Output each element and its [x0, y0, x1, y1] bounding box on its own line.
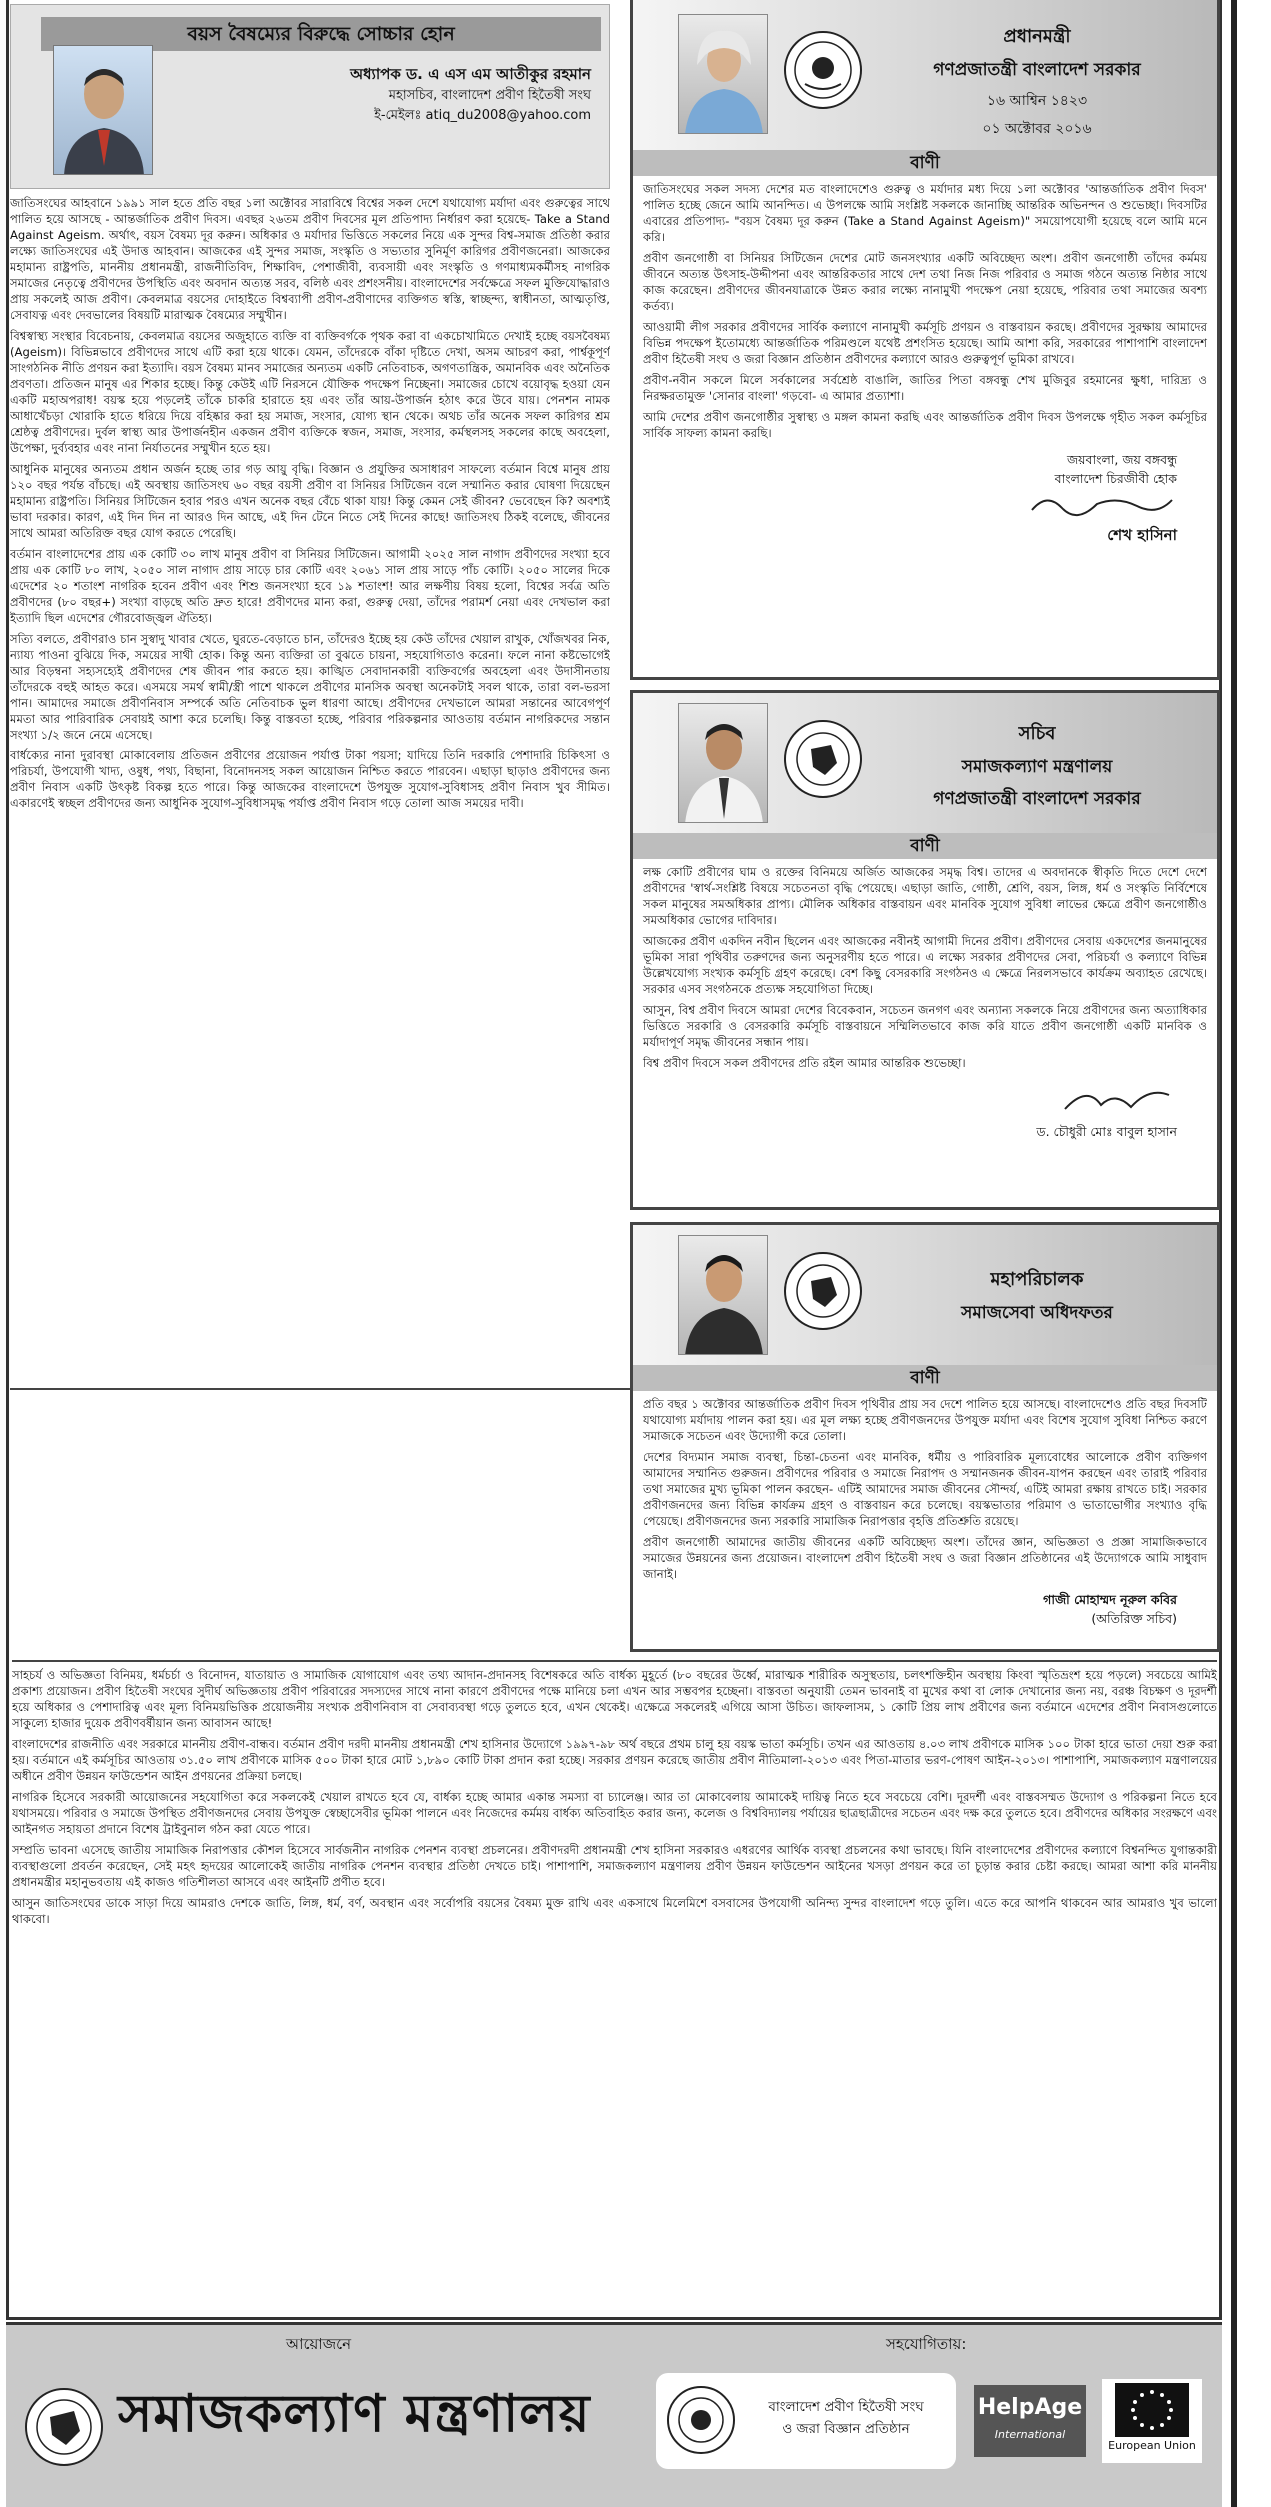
bottom-paragraph: বাংলাদেশের রাজনীতি এবং সরকারে মাননীয় প্রবীণ-বান্ধব। বর্তমান প্রবীণ দরদী মাননীয় প্রধানমন্ত্রী শেখ হাসিনার উদ্যোগে ১৯৯৭-৯৮ অর্থ বছরে প্রথম চালু হয় বয়স্ক ভাতা কর্মসূচি। তখন এর আওতায় ৪.০৩ লাখ প্রবীণকে মাসিক ১০০ টাকা হারে ভাতা দেয়া শুরু করা হয়। বর্তমানে এই কর্মসূচির আওতায় ৩১.৫০ লাখ প্রবীণকে মাসিক ৫০০ টাকা হারে মোট ১,৮৯০ কোটি টাকা প্রদান করা হচ্ছে। সরকার প্রণয়ন করেছে জাতীয় প্রবীণ নীতিমালা-২০১৩ এবং পিতা-মাতার ভরণ-পোষণ আইন-২০১৩। পাশাপাশি, সমাজকল্যাণ মন্ত্রণালয়ের অধীনে প্রবীণ উন্নয়ন ফাউন্ডেশন আইন প্রণয়নের প্রক্রিয়া চলছে।	[12, 1736, 1217, 1783]
dg-titles	[887, 1265, 1187, 1328]
pm-photo	[678, 14, 768, 134]
secretary-header	[633, 693, 1217, 833]
footer	[6, 2322, 1222, 2507]
helpage-name: HelpAge	[977, 2395, 1083, 2420]
pm-slogan: জয়বাংলা, জয় বঙ্গবন্ধু	[1066, 451, 1177, 467]
secretary-titles	[887, 719, 1187, 814]
bottom-paragraph: আসুন জাতিসংঘের ডাকে সাড়া দিয়ে আমরাও দেশকে জাতি, লিঙ্গ, ধর্ম, বর্ণ, অবস্থান এবং সর্বোপরি বয়সের বৈষম্য মুক্ত রাখি এবং একসাথে মিলেমিশে বসবাসের উপযোগী অনিন্দ্য সুন্দর বাংলাদেশ গড়ে তুলি। এতে করে আপনি থাকবেন আর আমরাও খুব ভালো থাকবো।	[12, 1895, 1217, 1926]
dg-bani-heading: বাণী	[633, 1365, 1217, 1391]
dg-paragraph: দেশের বিদ্যমান সমাজ ব্যবস্থা, চিন্তা-চেতনা এবং মানবিক, ধর্মীয় ও পারিবারিক মূল্যবোধের আলোকে প্রবীণ ব্যক্তিগণ আমাদের সম্মানিত গুরুজন। প্রবীণদের পরিবার ও সমাজে নিরাপদ ও সম্মানজনক জীবন-যাপন করছেন এবং তারাই পরিবার তথা সমাজের মুখ্য ভূমিকা পালন করছেন- এটিই আমাদের সমাজ জীবনের সৌন্দর্য, এটিই আমরা রক্ষায় রাখতে চাই। সরকার প্রবীণজনদের জন্য বিভিন্ন কার্যক্রম গ্রহণ ও বাস্তবায়ন করে চলেছে। বয়স্কভাতার পরিমাণ ও ভাতাভোগীর সংখ্যাও বৃদ্ধি পেয়েছে। প্রবীণজনদের জন্য সরকারি সামাজিক নিরাপত্তার বৃহত্তি প্রতিশ্রুতি রয়েছে।	[643, 1449, 1207, 1528]
secretary-paragraph: আসুন, বিশ্ব প্রবীণ দিবসে আমরা দেশের বিবেকবান, সচেতন জনগণ এবং অন্যান্য সকলকে নিয়ে প্রবীণদের জন্য অত্যাধিকার ভিত্তিতে সরকারি ও বেসরকারি কর্মসূচি বাস্তবায়নে সম্মিলিতভাবে কাজ করি যাতে প্রবীণ জনগোষ্ঠী একটি মানবিক ও মর্যাদাপূর্ণ সমৃদ্ধ জীবনের সন্ধান পায়।	[643, 1002, 1207, 1049]
pm-paragraph: আওয়ামী লীগ সরকার প্রবীণদের সার্বিক কল্যাণে নানামুখী কর্মসূচি প্রণয়ন ও বাস্তবায়ন করছে। প্রবীণদের সুরক্ষায় আমাদের বিভিন্ন পদক্ষেপ ইতোমধ্যে আন্তর্জাতিক পরিমণ্ডলে যথেষ্ট প্রশংসিত হয়েছে। আমি আশা করি, সরকারের পাশাপাশি বাংলাদেশ প্রবীণ হিতৈষী সংঘ ও জরা বিজ্ঞান প্রতিষ্ঠান প্রবীণদের কল্যাণে আরও গুরুত্বপূর্ণ ভূমিকা রাখবে।	[643, 319, 1207, 366]
dg-paragraph: প্রতি বছর ১ অক্টোবর আন্তর্জাতিক প্রবীণ দিবস পৃথিবীর প্রায় সব দেশে পালিত হয়ে আসছে। বাংলাদেশেও প্রতি বছর দিবসটি যথাযোগ্য মর্যাদায় পালন করা হয়। এর মূল লক্ষ্য হচ্ছে প্রবীণজনদের উপযুক্ত মর্যাদা এবং বিশেষ সুযোগ সুবিধা নিশ্চিত করণে সমাজকে সচেতন এবং উদ্যোগী করে তোলা।	[643, 1397, 1207, 1443]
dg-signoff	[633, 1591, 1217, 1629]
secretary-body	[633, 859, 1217, 1081]
pm-paragraph: আমি দেশের প্রবীণ জনগোষ্ঠীর সুস্বাস্থ্য ও মঙ্গল কামনা করছি এবং আন্তর্জাতিক প্রবীণ দিবস উপলক্ষে গৃহীত সকল কর্মসূচির সার্বিক সাফল্য কামনা করছি।	[643, 409, 1207, 440]
secretary-signoff	[633, 1081, 1217, 1142]
secretary-bani-heading: বাণী	[633, 833, 1217, 859]
pm-titles	[887, 22, 1187, 141]
page-edge	[1231, 0, 1271, 2507]
secretary-ministry: সমাজকল্যাণ মন্ত্রণালয়	[961, 757, 1113, 777]
author-designation: মহাসচিব, বাংলাদেশ প্রবীণ হিতৈষী সংঘ	[388, 88, 591, 104]
eu-logo	[1102, 2379, 1202, 2463]
sponsor-seal-icon	[666, 2385, 736, 2455]
author-info	[171, 63, 591, 127]
pm-paragraph: প্রবীণ জনগোষ্ঠী বা সিনিয়র সিটিজেন দেশের মোট জনসংখ্যার একটি অবিচ্ছেদ্য অংশ। প্রবীণ জনগোষ্ঠী তাঁদের কর্মময় জীবনে অত্যন্ত উৎসাহ-উদ্দীপনা এবং আন্তরিকতার সাথে দেশ তথা নিজ নিজ পরিবার ও সমাজ গঠনে অত্যন্ত নিষ্ঠার সাথে কাজ করেছেন। প্রবীণদের জীবনযাত্রাকে উন্নত করার লক্ষ্যে নানামুখী পদক্ষেপ নেয়া হয়েছে, পরিবার তথা সমাজের অবশ্য কর্তব্য।	[643, 250, 1207, 313]
article-header	[10, 4, 610, 189]
eu-flag-icon	[1115, 2383, 1189, 2437]
pm-date-english: ০১ অক্টোবর ২০১৬	[982, 121, 1092, 137]
pm-header	[633, 0, 1217, 150]
dg-title: মহাপরিচালক	[990, 1269, 1084, 1290]
article-paragraph: জাতিসংঘের আহবানে ১৯৯১ সাল হতে প্রতি বছর ১লা অক্টোবর সারাবিশ্বে বিশ্বের সকল দেশে যথাযোগ্য মর্যাদা এবং গুরুত্বের সাথে পালিত হয়ে আসছে - আন্তর্জাতিক প্রবীণ দিবস। এবছর ২৬তম প্রবীণ দিবসের মূল প্রতিপাদ্য নির্ধারণ করা হয়েছে- Take a Stand Against Ageism. অর্থাৎ, বয়স বৈষম্য দূর করুন। অধিকার ও মর্যাদার ভিত্তিতে সকলের নিয়ে এক সুন্দর বিশ্ব-সমাজ প্রতিষ্ঠা করার লক্ষ্যে জাতিসংঘের এই উদাত্ত আহবান। আজকের এই সুন্দর সমাজ, সংস্কৃতি ও সভ্যতার সুনির্মূণ কারিগর প্রবীণজনেরা। আজকের মহামান্য রাষ্ট্রপতি, মাননীয় প্রধানমন্ত্রী, রাজনীতিবিদ, শিক্ষাবিদ, পেশাজীবী, ব্যবসায়ী এবং সংস্কৃতি ও গণমাধ্যমকর্মীসহ নাগরিক সমাজের নেতৃত্বে প্রবীণদের উপস্থিতি এবং অবদান অত্যন্ত সরব, বলিষ্ঠ এবং প্রশংসনীয়। বাংলাদেশের সর্বক্ষেত্রে সফল মুক্তিযোদ্ধারাও প্রায় সকলেই আজ প্রবীণ। কেবলমাত্র বয়সের দোহাইতে বিশ্বব্যাপী প্রবীণ-প্রবীণাদের ব্যক্তিগত স্বস্তি, স্বাচ্ছন্দ্য, স্বাধীনতা, আত্মতৃপ্তি, সেবাযত্ন এবং দেবভালের বিষয়টি মারাত্মক বৈষম্যের সম্মুখীন।	[10, 196, 610, 322]
ministry-logo-icon	[24, 2387, 104, 2467]
sponsor-text	[746, 2397, 946, 2440]
organizer-name: সমাজকল্যাণ মন্ত্রণালয়	[118, 2384, 591, 2444]
secretary-paragraph: লক্ষ কোটি প্রবীণের ঘাম ও রক্তের বিনিময়ে অর্জিত আজকের সমৃদ্ধ বিশ্ব। তাদের এ অবদানকে স্বীকৃতি দিতে দেশে দেশে প্রবীণদের 'স্বার্থ-সংশ্লিষ্ট বিষয়ে সচেতনতা বৃদ্ধি পেয়েছে। এছাড়া জাতি, গোষ্ঠী, শ্রেণি, বয়স, লিঙ্গ, ধর্ম ও সংস্কৃতি নির্বিশেষে সকল মানুষের সমঅধিকার প্রাপ্য। মৌলিক অধিকার বাস্তবায়ন এবং মানবিক সুযোগ সুবিধা লাভের ক্ষেত্রে প্রবীণ জনগোষ্ঠীও সমঅধিকার ভোগের দাবিদার।	[643, 865, 1207, 927]
article-paragraph: সত্যি বলতে, প্রবীণরাও চান সুস্বাদু খাবার খেতে, ঘুরতে-বেড়াতে চান, তাঁদেরও ইচ্ছে হয় কেউ তাঁদের খেয়াল রাখুক, খোঁজখবর নিক, ন্যায্য পাওনা বুঝিয়ে দিক, সময়ের সাথী হোক। কিন্তু অন্য ব্যক্তিরা তা বুঝতে চায়না, সহযোগিতাও করেনা। ফলে নানা কষ্টভোগেই আর বিড়ম্বনা সহ্যসহ্যেই প্রবীণদের শেষ জীবন পার করতে হয়। কাঙ্খিত সেবাদানকারী ব্যক্তিবর্গের অবহেলা এবং উদাসীনতায় তাঁদেরকে বহুই আহত করে। এসময়ে সমর্থ স্বামী/স্ত্রী পাশে থাকলে প্রবীণের মানসিক অবস্থা অনেকটাই সবল থাকে, তারা বল-ভরসা পান। আমাদের সমাজে প্রবীণনিবাস সম্পর্কে অতি নেতিবাচক ভুল ধারণা আছে। প্রবীণদের দেখভালে আমরা সন্তানের আবেগপূর্ণ মমতা আর পারিবারিক সেবায়ই আশা করে চলেছি। কিন্তু বাস্তবতা হচ্ছে, পরিবার পরিকল্পনার আওতায় বর্তমান নাগরিকদের সন্তান সংখ্যা ১/২ জনে নেমে এসেছে।	[10, 631, 610, 742]
author-name: অধ্যাপক ড. এ এস এম আতীকুর রহমান	[350, 65, 591, 83]
pm-bani-heading: বাণী	[633, 150, 1217, 176]
helpage-logo	[974, 2385, 1086, 2457]
sponsor-line2: ও জরা বিজ্ঞান প্রতিষ্ঠান	[782, 2420, 910, 2437]
dg-paragraph: প্রবীণ জনগোষ্ঠী আমাদের জাতীয় জীবনের একটি অবিচ্ছেদ্য অংশ। তাঁদের জ্ঞান, অভিজ্ঞতা ও প্রজ্ঞা সামাজিকভাবে সমাজের উন্নয়নের জন্য প্রয়োজন। বাংলাদেশ প্রবীণ হিতৈষী সংঘ ও জরা বিজ্ঞান প্রতিষ্ঠানের এই উদ্যোগকে আমি সাধুবাদ জানাই।	[643, 1534, 1207, 1581]
pm-message	[630, 0, 1220, 680]
article-title: বয়স বৈষম্যের বিরুদ্ধে সোচ্চার হোন	[41, 17, 601, 51]
pm-date-bangla: ১৬ আশ্বিন ১৪২৩	[986, 93, 1088, 109]
dg-body	[633, 1391, 1217, 1591]
support-label: সহযোগিতায়:	[886, 2335, 967, 2353]
author-email: ই-মেইলঃ atiq_du2008@yahoo.com	[374, 108, 591, 124]
person-icon	[679, 15, 768, 134]
dg-signature-name: গাজী মোহাম্মদ নূরুল কবির	[1043, 1592, 1177, 1607]
person-icon	[679, 1236, 768, 1355]
person-icon	[54, 46, 153, 175]
organizer-label: আয়োজনে	[286, 2335, 352, 2353]
article-paragraph: বার্ধক্যের নানা দুরাবস্থা মোকাবেলায় প্রতিজন প্রবীণের প্রয়োজন পর্যাপ্ত টাকা পয়সা; যাদিয়ে তিনি দরকারি পেশাদারি চিকিৎসা ও পরিচর্যা, উপযোগী খাদ্য, ওষুধ, পথ্য, বিছানা, বিনোদনসহ সকল আয়োজন নিশ্চিত করতে পারবেন। এছাড়া ছাড়াও প্রবীণদের জন্য প্রবীণ নিবাস একটি উৎকৃষ্ট বিকল্প হতে পারে। কিন্তু আজকের বাংলাদেশে উপযুক্ত সুযোগ-সুবিধাসহ প্রবীণ নিবাস খুব সীমিত। একারণেই স্বচ্ছল প্রবীণদের জন্য আধুনিক সুযোগ-সুবিধাসমৃদ্ধ পর্যাপ্ত প্রবীণ নিবাস গড়ে তোলা আজ সময়ের দাবী।	[10, 748, 610, 811]
article-paragraph: বিশ্বস্বাস্থ্য সংস্থার বিবেচনায়, কেবলমাত্র বয়সের অজুহাতে ব্যক্তি বা ব্যক্তিবর্গকে পৃথক করা বা একচোখামিতে দেখাই হচ্ছে বয়সবৈষম্য (Ageism)। বিভিন্নভাবে প্রবীণদের সাথে এটি করা হয়ে থাকে। যেমন, তাঁদেরকে বাঁকা দৃষ্টিতে দেখা, অসম আচরণ করা, পার্শ্বকূপূর্ণ সাংগঠনিক নীতি প্রণয়ন করা ইত্যাদি। বয়স বৈষম্য মানব সমাজের অন্যতম একটি নেতিবাচক, অগণতান্ত্রিক, অমানবিক এবং অনৈতিক প্রবণতা। প্রতিজন মানুষ এর শিকার হচ্ছে। কিন্তু কেউই এটি নিরসনে যৌক্তিক পদক্ষেপ নিচ্ছেনা। সমাজের চোখে বয়োবৃদ্ধ হওয়া যেন একটি মহাঅপরাধ! বয়স্ক হয়ে পড়লেই তাঁকে চাকরি হারাতে হয় এবং তাঁর আয়-উপার্জন হঠাৎ করে উবে যায়। পেনশন নামক আধাখেঁচড়া খোরাকি হাতে ধরিয়ে দিয়ে বহিষ্কার করা হয় সমাজ, সংসার, যোগ্য স্থান থেকে। অথচ তাঁর অনেক সফল কারিগর শ্রম শ্রেষ্ঠত্ব প্রবীণদের। দুর্বল স্বাস্থ্য আর উপার্জনহীন একজন প্রবীণ ব্যক্তিকে স্বজন, সমাজ, সংসার, কর্মস্থলসহ সকলের কাছে অবহেলা, উপেক্ষা, দুর্ব্যবহার এবং নানা নির্যাতনের সম্মুখীন হতে হয়।	[10, 328, 610, 455]
person-icon	[679, 704, 768, 823]
signature-icon	[1027, 488, 1177, 518]
eu-caption: European Union	[1108, 2439, 1196, 2452]
secretary-photo	[678, 703, 768, 823]
pm-paragraph: প্রবীণ-নবীন সকলে মিলে সর্বকালের সর্বশ্রেষ্ঠ বাঙালি, জাতির পিতা বঙ্গবন্ধু শেখ মুজিবুর রহমানের ক্ষুধা, দারিদ্র্য ও নিরক্ষরতামুক্ত 'সোনার বাংলা' গড়বো- এ আমার প্রত্যাশা।	[643, 372, 1207, 403]
dg-signature-role: (অতিরিক্ত সচিব)	[1091, 1610, 1177, 1626]
article-paragraph: আধুনিক মানুষের অন্যতম প্রধান অর্জন হচ্ছে তার গড় আয়ু বৃদ্ধি। বিজ্ঞান ও প্রযুক্তির অসাধারণ সাফল্যে বর্তমান বিশ্বে মানুষ প্রায় ১২০ বছর পর্যন্ত বাঁচছে। এই অবস্থায় জাতিসংঘ ৬০ বছর বয়সী প্রবীণ বা সিনিয়র সিটিজেন বলে সম্মানিত করার ঘোষণা দিয়েছেন মহামান্য রাষ্ট্রপতি। সিনিয়র সিটিজেন হবার পরও এখন অনেক বছর বেঁচে থাকা যায়! কিন্তু কেমন সেই জীবন? ভেবেছেন কি? অবশ্যই ভাবা দরকার। কারণ, এই দিন দিন না আরও দিন আছে, এই দিন টেনে নিতে সেই দিনের কাছে! জাতিসংঘ ঠিকই বলেছে, জীবনের সাথে আমরা অতিরিক্ত বছর যোগ করতে পেরেছি।	[10, 461, 610, 540]
article-body	[10, 196, 610, 1376]
dg-department: সমাজসেবা অধিদফতর	[961, 1303, 1113, 1323]
dg-photo	[678, 1235, 768, 1355]
bottom-paragraph: নাগরিক হিসেবে সরকারী আয়োজনের সহযোগিতা করে সকলকেই খেয়াল রাখতে হবে যে, বার্ধক্য হচ্ছে আমার একান্ত সমস্যা বা চ্যালেঞ্জ। আর তা মোকাবেলায় আমাকেই দায়িত্ব নিতে হবে সবচেয়ে বেশি। দূরদর্শী এবং বাস্তবসম্মত উদ্যোগ ও পরিকল্পনা নিতে হবে যথাসময়ে। পরিবার ও সমাজে উপস্থিত প্রবীণজনদের সেবায় উপযুক্ত স্বেচ্ছাসেবীর ভূমিকা পালনে এবং নিজেদের কর্মময় বার্ধক্য অতিবাহিত করার জন্য, কলেজ ও বিশ্ববিদ্যালয় পর্যায়ের ছাত্রছাত্রীদের সচেতন এবং দক্ষ করে তুলতে হবে। প্রবীণদের অধিকার সংরক্ষণে এবং আইনগত সহায়তা প্রদানে বিশেষ ট্রাইবুনাল গঠন করা যেতে পারে।	[12, 1789, 1217, 1836]
pm-title: প্রধানমন্ত্রী	[1003, 26, 1071, 47]
dg-header	[633, 1225, 1217, 1365]
sponsor-box	[656, 2373, 956, 2469]
dg-message	[630, 1222, 1220, 1652]
secretary-signature-name: ড. চৌধুরী মোঃ বাবুল হাসান	[1036, 1123, 1177, 1139]
bottom-article	[12, 1660, 1217, 2315]
pm-paragraph: জাতিসংঘের সকল সদস্য দেশের মত বাংলাদেশেও গুরুত্ব ও মর্যাদার মধ্য দিয়ে ১লা অক্টোবর 'আন্তর্জাতিক প্রবীণ দিবস' পালিত হচ্ছে জেনে আমি আনন্দিত। এ উপলক্ষে আমি সংশ্লিষ্ট সকলকে জানাচ্ছি আন্তরিক অভিনন্দন ও শুভেচ্ছা। দিবসটির এবারের প্রতিপাদ্য- "বয়স বৈষম্য দূর করুন (Take a Stand Against Ageism)" সময়োপযোগী হয়েছে বলে আমি মনে করি।	[643, 182, 1207, 244]
helpage-sub: International	[994, 2428, 1066, 2441]
pm-signature-name: শেখ হাসিনা	[1107, 526, 1177, 545]
ministry-seal-icon	[783, 719, 863, 799]
pm-signoff	[633, 451, 1217, 547]
pm-subtitle: গণপ্রজাতন্ত্রী বাংলাদেশ সরকার	[933, 60, 1141, 80]
pm-body	[633, 176, 1217, 451]
article-paragraph: বর্তমান বাংলাদেশের প্রায় এক কোটি ৩০ লাখ মানুষ প্রবীণ বা সিনিয়র সিটিজেন। আগামী ২০২৫ সাল নাগাদ প্রবীণদের সংখ্যা হবে প্রায় এক কোটি ৮০ লাখ, ২০৫০ সাল নাগাদ প্রায় সাড়ে চার কোটি এবং ২০৬১ সাল প্রায় সাড়ে পাঁচ কোটি। ২০৫০ সালের দিকে এদেশের ২০ শতাংশ নাগরিক হবেন প্রবীণ এবং শিশু জনসংখ্যা হবে ১৯ শতাংশ! আর লক্ষণীয় বিষয় হলো, বিশ্বের সর্বত্র অতি প্রবীণদের (৮০ বছর+) সংখ্যা বাড়ছে অতি দ্রুত হারে! প্রবীণদের মান্য করা, গুরুত্ব দেয়া, তাঁদের পরামর্শ নেয়া এবং দেখভাল করা ইত্যাদি ছিল এদেশের গৌরবোজ্জ্বল ঐতিহ্য।	[10, 546, 610, 625]
sponsor-line1: বাংলাদেশ প্রবীণ হিতৈষী সংঘ	[768, 2399, 924, 2415]
bottom-paragraph: সম্প্রতি ভাবনা এসেছে জাতীয় সামাজিক নিরাপত্তার কৌশল হিসেবে সার্বজনীন নাগরিক পেনশন ব্যবস্থা প্রচলনের। প্রবীণদরদী প্রধানমন্ত্রী শেখ হাসিনা সরকারও এধরণের আর্থিক ব্যবস্থা প্রচলনের কথা ভাবছে। যিনি বাংলাদেশের প্রবীণদের কল্যাণে বিশ্বনন্দিত যুগান্তকারী ব্যবস্থাগুলো প্রবর্তন করেছেন, সেই মহৎ হৃদয়ের আলোকেই জাতীয় নাগরিক পেনশন ব্যবস্থার প্রতিষ্ঠা দেখতে চাই। পাশাপাশি, সমাজকল্যাণ মন্ত্রণালয় প্রবীণ উন্নয়ন ফাউন্ডেশন আইনের খসড়া প্রণয়ন করে তা চূড়ান্ত করার চেষ্টা করছে। আমরা আশা করি মাননীয় প্রধানমন্ত্রীর মহানুভবতায় এই কাজও গতিশীলতা আসবে এবং আইনটি প্রণীত হবে।	[12, 1842, 1217, 1889]
government-seal-icon	[783, 30, 863, 110]
bottom-paragraph: সাহচর্য ও অভিজ্ঞতা বিনিময়, ধর্মচর্চা ও বিনোদন, যাতায়াত ও সামাজিক যোগাযোগ এবং তথ্য আদান-প্রদানসহ বিশেষকরে অতি বার্ধক্য মুহূর্তে (৮০ বছরের উর্ধ্বে, মারাত্মক শারীরিক অসুস্থতায়, চলৎশক্তিহীন অবস্থায় কিংবা স্মৃতিভ্রংশ হয়ে পড়লে) সবচেয়ে আমিই প্রকাশ্য প্রয়োজন। প্রবীণ হিতৈষী সংঘের সুদীর্ঘ অভিজ্ঞতায় প্রবীণ পরিবারের সদস্যদের সাথে নানা কারণে প্রবীণদের পক্ষে মানিয়ে চলা এখন আর সম্ভবপর হচ্ছেনা। বাস্তবতা অনুযায়ী তেমন ভাবনাই বা মুখের কথা বা লোক দেখানোর জন্য নয়, বরঞ্চ বিচক্ষণ ও দূরদর্শী হয়ে অধিকার ও পেশাদারিত্ব এবং মূল্য বিনিময়ভিত্তিক প্রয়োজনীয় সংখ্যক প্রবীণনিবাস বা সেবাব্যবস্থা গড়ে তুলতে হবে, এখন থেকেই। এক্ষেত্রে সকলেরই এগিয়ে আসা উচিত। জাফলাসম, ১ কোটি প্রিয় লাখ প্রবীণের জন্য বর্তমানে এদেশের প্রবীণ নিবাসগুলোতে সাকুল্যে হাজার দুয়েক প্রবীণবর্ষীয়ান জন্য আবাসন আছে!	[12, 1668, 1217, 1730]
signature-icon	[1057, 1081, 1177, 1117]
author-photo	[53, 45, 153, 175]
secretary-title: সচিব	[1018, 723, 1056, 744]
article	[10, 4, 610, 1384]
secretary-government: গণপ্রজাতন্ত্রী বাংলাদেশ সরকার	[933, 789, 1141, 809]
secretary-paragraph: আজকের প্রবীণ একদিন নবীন ছিলেন এবং আজকের নবীনই আগামী দিনের প্রবীণ। প্রবীণদের সেবায় একদেশের জনমানুষের ভূমিকা সারা পৃথিবীর তরুণদের জন্য অনুসরণীয় হতে পারে। এ লক্ষ্যে সরকার প্রবীণদের সেবা, পরিচর্যা ও কল্যাণে বিভিন্ন উল্লেখযোগ্য সংখ্যক কর্মসূচি গ্রহণ করেছে। বেশ কিছু বেসরকারি সংগঠনও এ ক্ষেত্রে নিরলসভাবে কার্যক্রম অব্যাহত রেখেছে। সরকার এসব সংগঠনকে প্রত্যক্ষ সহযোগিতা দিচ্ছে।	[643, 933, 1207, 996]
department-seal-icon	[783, 1251, 863, 1331]
secretary-message	[630, 690, 1220, 1210]
secretary-paragraph: বিশ্ব প্রবীণ দিবসে সকল প্রবীণদের প্রতি রইল আমার আন্তরিক শুভেচ্ছা।	[643, 1055, 966, 1070]
pm-slogan2: বাংলাদেশ চিরজীবী হোক	[1054, 470, 1177, 486]
